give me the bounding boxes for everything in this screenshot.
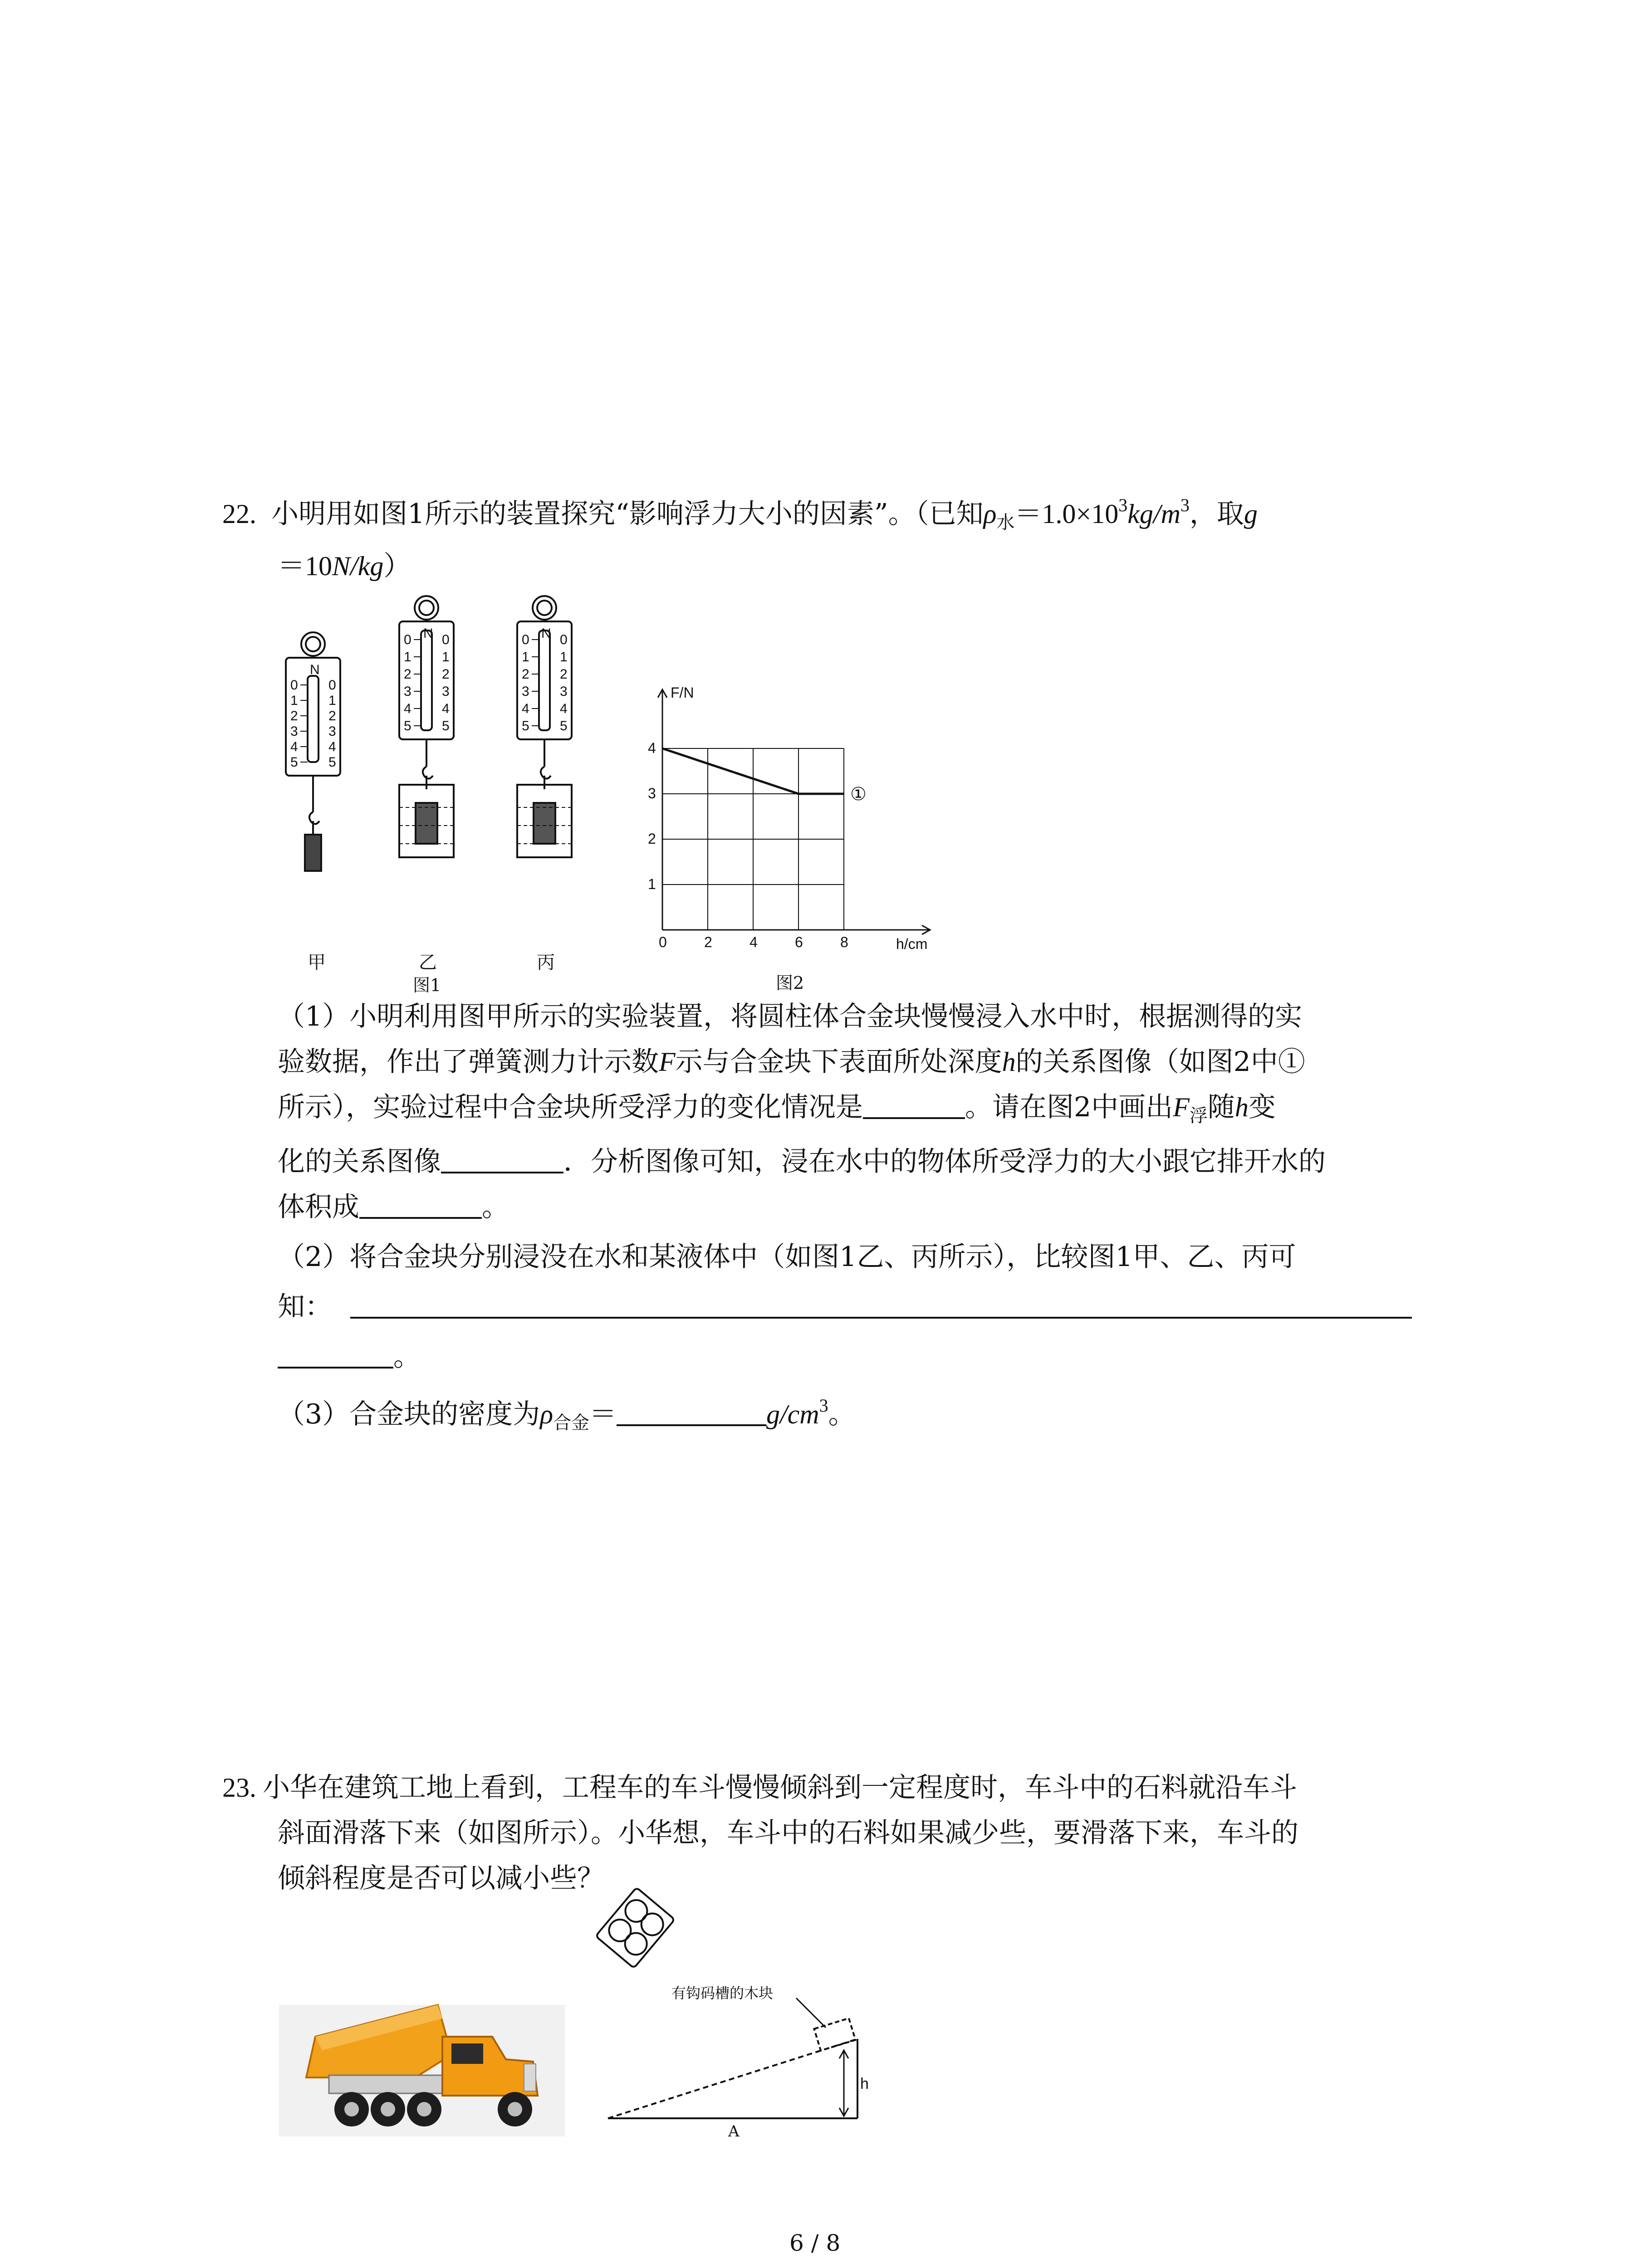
q23-text-1: 小华在建筑工地上看到，工程车的车斗慢慢倾斜到一定程度时，车斗中的石料就沿车斗 (263, 1772, 1297, 1804)
scale-bing-tick-r-0: 0 (560, 632, 568, 647)
q22-p3-eq: ＝ (589, 1398, 617, 1430)
scale-yi-tick-r-1: 1 (442, 650, 450, 665)
base-label: A (728, 2122, 740, 2136)
figure-1-caption: 图1 (413, 975, 441, 993)
q22-p2-end: 。 (393, 1341, 421, 1373)
q22-take-g: ，取 (1189, 498, 1244, 530)
scale-yi-tick-r-0: 0 (442, 632, 450, 647)
scale-bing-tick-l-1: 1 (522, 650, 529, 665)
scale-bing-tick-l-5: 5 (522, 719, 529, 733)
answer-blank-4[interactable] (350, 1290, 1412, 1319)
x-tick-0: 0 (659, 934, 667, 950)
label-jia: 甲 (308, 952, 326, 973)
scale-bing-tick-r-4: 4 (560, 701, 568, 716)
q22-given-eq: ＝1.0×10 (1014, 499, 1119, 529)
q22-p1-l3-sub: 浮 (1189, 1105, 1208, 1126)
x-tick-8: 8 (840, 934, 848, 950)
scale-yi-tick-l-4: 4 (404, 701, 411, 716)
answer-blank-1[interactable] (863, 1091, 965, 1119)
q22-p2-line1: （2）将合金块分别浸没在水和某液体中（如图1乙、丙所示），比较图1甲、乙、丙可 (278, 1241, 1296, 1273)
scale-jia-tick-l-0: 0 (290, 678, 298, 693)
x-tick-6: 6 (795, 934, 803, 950)
scale-yi-tick-r-4: 4 (442, 701, 450, 716)
x-axis-label: h/cm (896, 936, 928, 952)
y-axis-label: F/N (671, 684, 694, 701)
q22-p1-l3-h: h (1234, 1092, 1249, 1122)
scale-bing-tick-l-4: 4 (522, 701, 529, 716)
page-number: 6 / 8 (789, 2230, 841, 2256)
q22-p3-text: （3）合金块的密度为 (278, 1398, 540, 1430)
q22-p1-l3-c: 随 (1207, 1091, 1235, 1123)
answer-blank-3[interactable] (359, 1191, 482, 1219)
scale-yi-tick-r-3: 3 (442, 684, 450, 699)
dump-truck-image (279, 1987, 565, 2136)
label-bing: 丙 (537, 952, 555, 973)
q22-p2-line2 (278, 1290, 1412, 1323)
q22-p1-line2 (278, 1046, 1305, 1078)
q22-p3-unit: g/cm (766, 1399, 819, 1429)
q22-p1-F: F (659, 1047, 676, 1077)
q22-intro: 小明用如图1所示的装置探究“影响浮力大小的因素”。（已知 (271, 498, 984, 530)
y-tick-2: 2 (648, 831, 656, 847)
q22-number: 22. (222, 499, 256, 529)
q22-rho-sub: 水 (996, 512, 1015, 533)
scale-jia-tick-r-4: 4 (328, 739, 336, 754)
x-tick-4: 4 (749, 934, 758, 950)
answer-blank-2[interactable] (441, 1145, 563, 1173)
q22-given-unit-exp: 3 (1180, 495, 1190, 515)
scale-yi-tick-l-2: 2 (404, 667, 411, 682)
height-label: h (860, 2075, 869, 2092)
scale-jia-tick-l-4: 4 (290, 739, 298, 754)
q22-p1-text-a: 验数据，作出了弹簧测力计示数 (278, 1046, 659, 1078)
scale-bing-tick-l-3: 3 (522, 684, 529, 699)
q22-p2-line3 (278, 1340, 421, 1373)
q22-given-exp: 3 (1118, 495, 1128, 515)
incline-diagram (590, 1882, 880, 2136)
scale-bing-n: N (541, 626, 551, 641)
scale-bing-tick-r-3: 3 (560, 684, 568, 699)
scale-jia-tick-r-1: 1 (328, 693, 336, 708)
scale-yi-n: N (423, 626, 433, 641)
q22-p3-rho: ρ (540, 1399, 553, 1429)
scale-bing-tick-r-5: 5 (560, 719, 568, 733)
q22-p1-h: h (1002, 1047, 1016, 1077)
q22-g-unit: N/kg (332, 551, 384, 581)
scale-bing-tick-l-2: 2 (522, 667, 529, 682)
q22-close-paren: ） (383, 550, 411, 582)
figure-2-caption: 图2 (776, 973, 804, 993)
figure-1 (272, 594, 617, 993)
q22-p3-end: 。 (828, 1398, 856, 1430)
q22-p1-l3-d: 变 (1248, 1091, 1276, 1123)
scale-yi-tick-r-2: 2 (442, 667, 450, 682)
scale-jia-tick-r-3: 3 (328, 724, 336, 739)
q23-line1 (222, 1771, 1297, 1804)
answer-blank-5[interactable] (617, 1398, 766, 1426)
q22-p3-sub: 合金 (553, 1413, 589, 1433)
y-tick-3: 3 (648, 785, 656, 802)
figure-2 (640, 676, 966, 1002)
q22-rho: ρ (983, 499, 997, 529)
scale-bing-tick-r-1: 1 (560, 650, 568, 665)
block-label: 有钩码槽的木块 (671, 1984, 774, 2002)
scale-bing-tick-l-0: 0 (522, 632, 529, 647)
scale-jia-tick-l-3: 3 (290, 724, 298, 739)
q22-p1-line1: （1）小明利用图甲所示的实验装置，将圆柱体合金块慢慢浸入水中时，根据测得的实 (278, 1001, 1303, 1032)
q22-p3-exp: 3 (819, 1395, 828, 1416)
q22-g-value: ＝10 (278, 551, 332, 581)
q22-g: g (1244, 499, 1258, 529)
label-yi: 乙 (419, 952, 437, 973)
scale-jia-tick-l-2: 2 (290, 709, 298, 723)
q22-p1-l3-a: 所示），实验过程中合金块所受浮力的变化情况是 (278, 1091, 863, 1123)
q22-p1-l3-b: 。请在图2中画出 (965, 1091, 1173, 1123)
curve-1-label: ① (850, 784, 867, 804)
scale-yi-tick-l-5: 5 (404, 719, 411, 733)
answer-blank-4-cont[interactable] (278, 1340, 393, 1369)
q22-p1-line4 (278, 1145, 1326, 1178)
scale-jia-tick-l-5: 5 (290, 755, 298, 770)
q22-p1-l4-b: ．分析图像可知，浸在水中的物体所受浮力的大小跟它排开水的 (563, 1146, 1326, 1178)
x-tick-2: 2 (704, 934, 712, 950)
scale-yi-tick-l-0: 0 (404, 632, 411, 647)
scale-jia-tick-r-2: 2 (328, 709, 336, 723)
q22-p1-line3 (278, 1091, 1276, 1127)
q22-p1-text-c: 的关系图像（如图2中① (1015, 1046, 1305, 1078)
scale-yi-tick-r-5: 5 (442, 719, 450, 733)
q23-number: 23. (222, 1773, 256, 1803)
q22-p1-text-b: 示与合金块下表面所处深度 (675, 1046, 1002, 1078)
scale-yi-tick-l-1: 1 (404, 650, 411, 665)
q23-line3: 倾斜程度是否可以减小些？ (278, 1862, 604, 1894)
q22-p1-line5 (278, 1191, 509, 1223)
y-tick-4: 4 (648, 740, 656, 756)
hooked-weight-block (596, 1887, 675, 1968)
q22-line2 (278, 550, 411, 582)
q22-p1-l3-F: F (1173, 1092, 1190, 1122)
q22-p1-l5-a: 体积成 (278, 1191, 359, 1223)
scale-jia-n: N (310, 662, 320, 677)
q22-p1-l5-b: 。 (482, 1191, 509, 1223)
q22-given-unit: kg/m (1127, 499, 1181, 529)
q23-line2: 斜面滑落下来（如图所示）。小华想，车斗中的石料如果减少些，要滑落下来，车斗的 (278, 1817, 1298, 1849)
q22-line1 (222, 494, 1258, 533)
q22-p3-line (278, 1395, 856, 1434)
scale-jia-tick-r-0: 0 (328, 678, 336, 693)
q22-p2-zhi: 知： (278, 1291, 332, 1323)
scale-bing-tick-r-2: 2 (560, 667, 568, 682)
q22-p1-l4-a: 化的关系图像 (278, 1146, 441, 1178)
scale-jia-tick-l-1: 1 (290, 693, 298, 708)
scale-yi-tick-l-3: 3 (404, 684, 411, 699)
scale-jia-tick-r-5: 5 (328, 755, 336, 770)
y-tick-1: 1 (648, 876, 656, 892)
